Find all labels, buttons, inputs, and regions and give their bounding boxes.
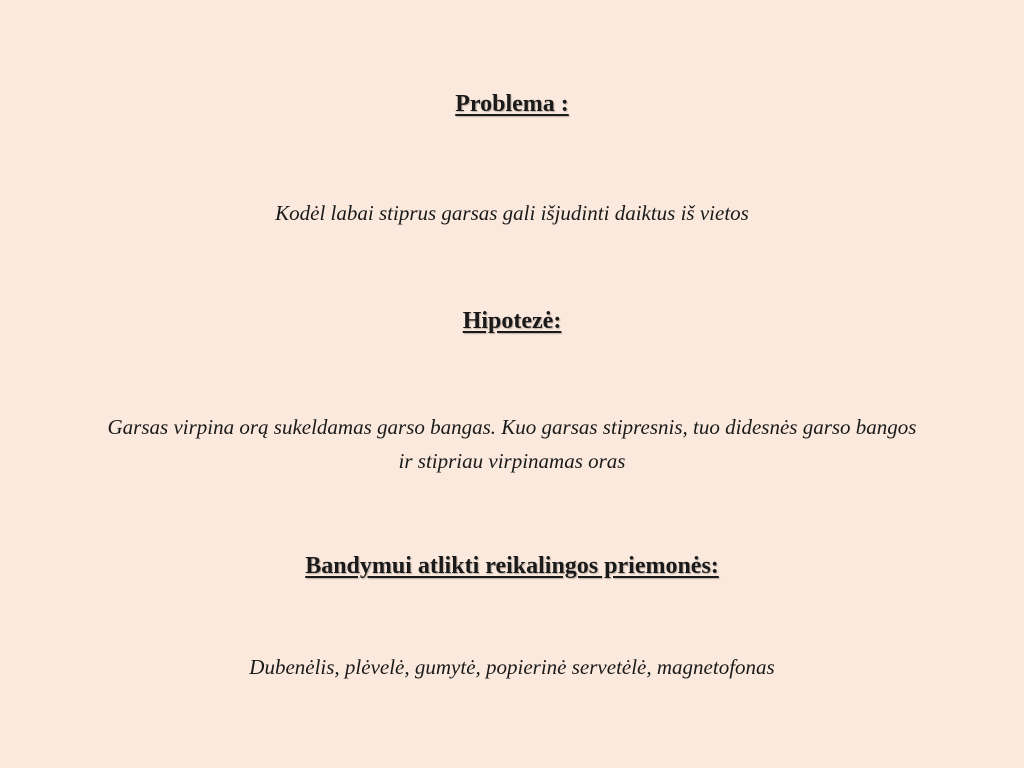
materials-heading: Bandymui atlikti reikalingos priemonės: bbox=[305, 553, 719, 579]
hypothesis-text bbox=[0, 410, 1024, 478]
hypothesis-heading: Hipotezė: bbox=[462, 308, 562, 334]
hypothesis-text-line-2: ir stipriau virpinamas oras bbox=[398, 449, 626, 473]
hypothesis-text-line-1: Garsas virpina orą sukeldamas garso bangas. Kuo garsas stipresnis, tuo didesnės garso bangos bbox=[107, 415, 917, 439]
problem-heading: Problema : bbox=[455, 91, 569, 117]
materials-text: Dubenėlis, plėvelė, gumytė, popierinė servetėlė, magnetofonas bbox=[249, 655, 775, 679]
problem-text: Kodėl labai stiprus garsas gali išjudinti daiktus iš vietos bbox=[275, 201, 749, 225]
